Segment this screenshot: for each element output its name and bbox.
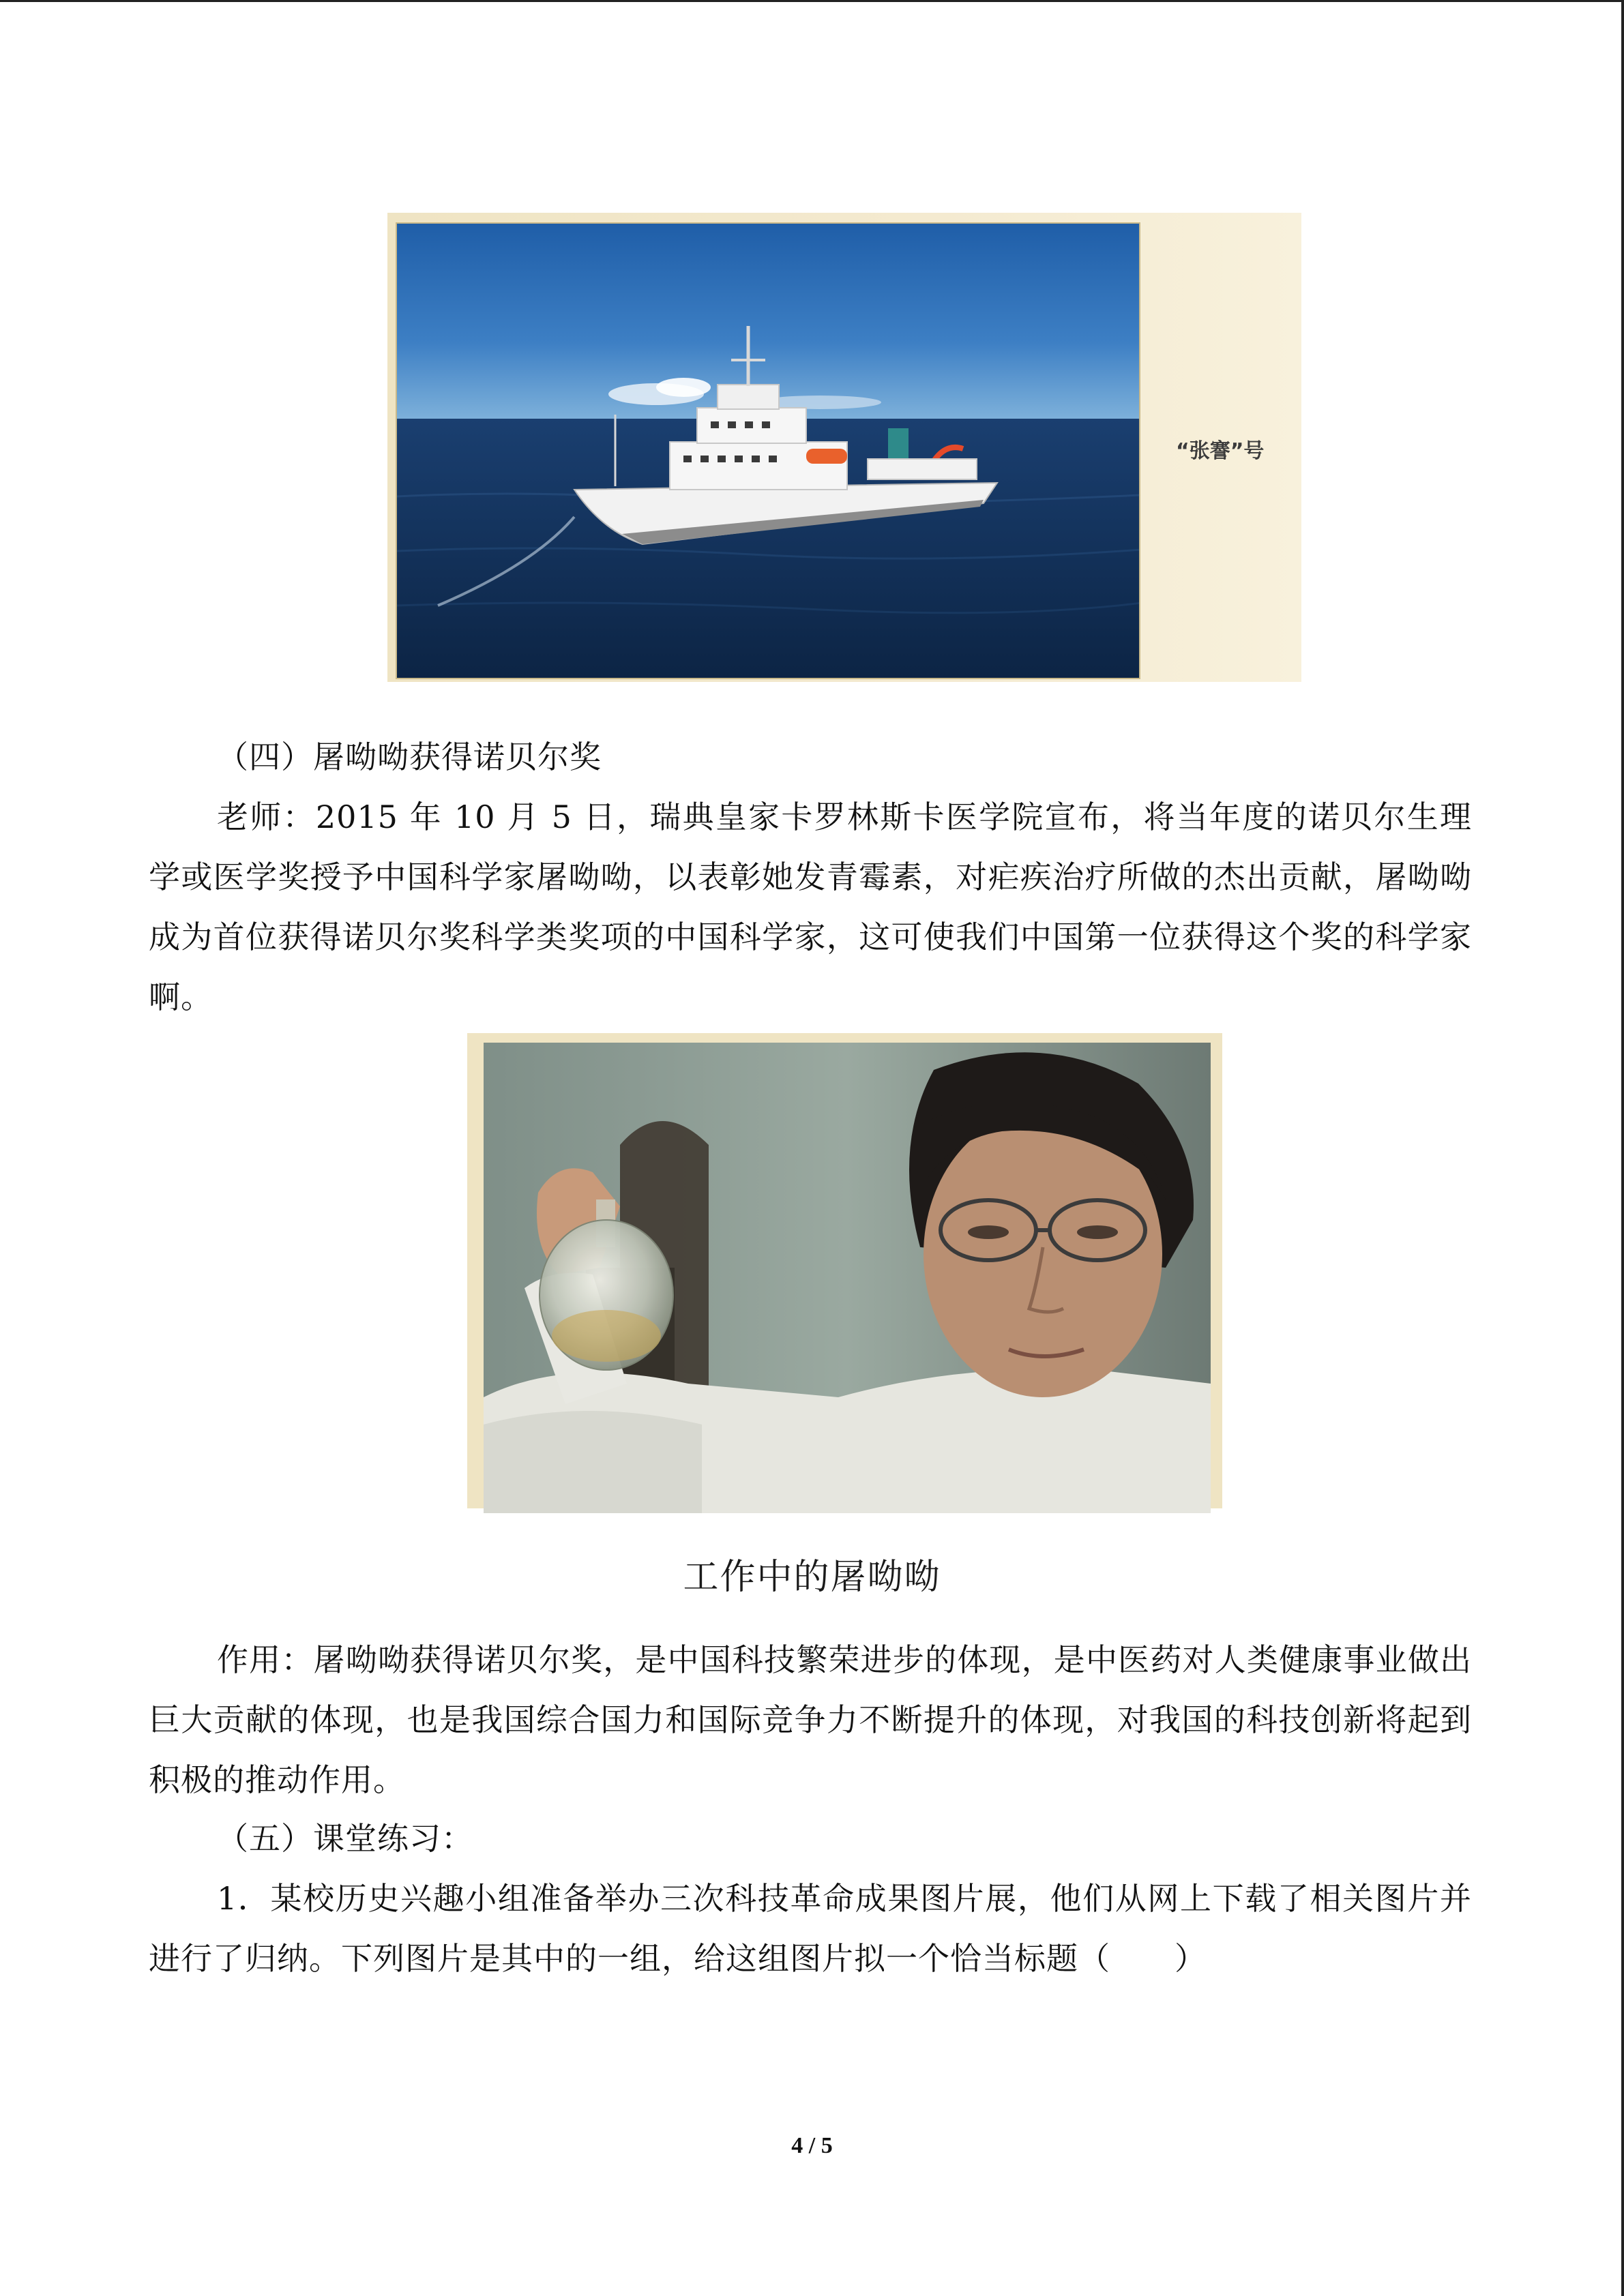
ship-caption: “张謇”号 [1176, 439, 1265, 463]
tu-youyou-figure [467, 1033, 1222, 1508]
section-4-paragraph: 老师：2015 年 10 月 5 日，瑞典皇家卡罗林斯卡医学院宣布，将当年度的诺贝尔生理学或医学奖授予中国科学家屠呦呦，以表彰她发青霉素，对疟疾治疗所做的杰出贡献，屠呦呦成为首位获得诺贝尔奖科学类奖项的中国科学家，这可使我们中国第一位获得这个奖的科学家啊。 [149, 799, 1472, 1015]
page-top-border [0, 0, 1624, 2]
section-5-heading: （五）课堂练习： [217, 1820, 473, 1857]
section-4-heading: （四）屠呦呦获得诺贝尔奖 [217, 739, 602, 775]
effect-paragraph: 作用：屠呦呦获得诺贝尔奖，是中国科技繁荣进步的体现，是中医药对人类健康事业做出巨大贡献的体现，也是我国综合国力和国际竞争力不断提升的体现，对我国的科技创新将起到积极的推动作用。 [149, 1641, 1472, 1798]
tu-youyou-caption: 工作中的屠呦呦 [683, 1557, 941, 1598]
tu-youyou-photo [484, 1043, 1211, 1513]
page-right-border [1621, 0, 1624, 2296]
ship-photo [396, 222, 1140, 679]
page-number: 4 / 5 [791, 2133, 833, 2158]
question-1: 1．某校历史兴趣小组准备举办三次科技革命成果图片展，他们从网上下载了相关图片并进行了归纳。下列图片是其中的一组，给这组图片拟一个恰当标题（ ） [149, 1880, 1472, 1977]
ship-figure [387, 213, 1301, 682]
